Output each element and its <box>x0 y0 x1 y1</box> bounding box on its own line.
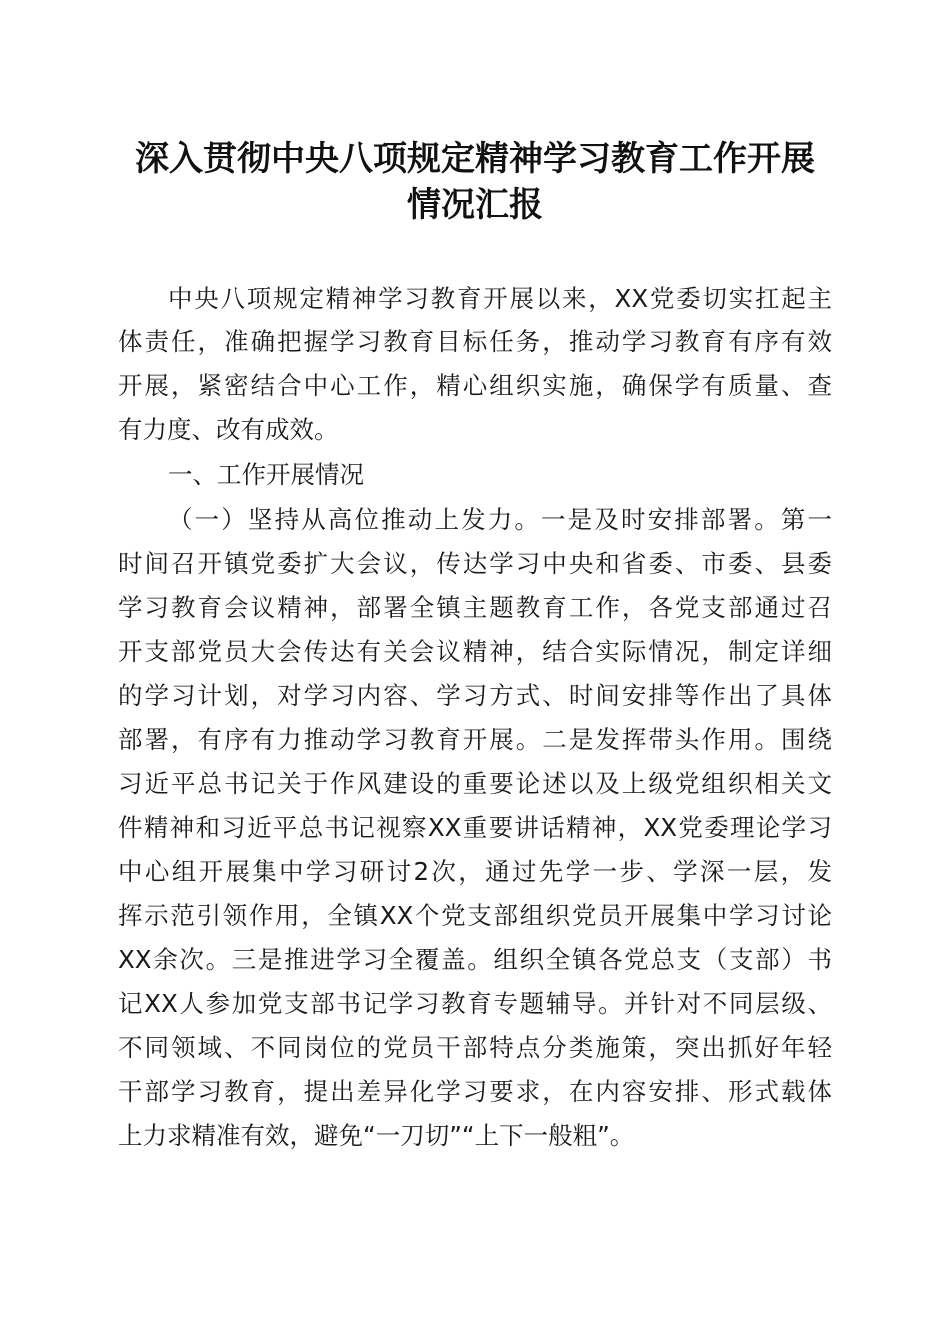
paragraph-line: （一）坚持从高位推动上发力。一是及时安排部署。第一 <box>168 505 832 534</box>
paragraph-line: 开展，紧密结合中心工作，精心组织实施，确保学有质量、查 <box>118 371 832 400</box>
paragraph-line: 记XX人参加党支部书记学习教育专题辅导。并针对不同层级、 <box>118 989 832 1018</box>
paragraph-line: 时间召开镇党委扩大会议，传达学习中央和省委、市委、县委 <box>118 549 832 578</box>
paragraph-line: 有力度、改有成效。 <box>118 415 339 444</box>
paragraph-line: 件精神和习近平总书记视察XX重要讲话精神，XX党委理论学习 <box>118 813 832 842</box>
paragraph-line: 挥示范引领作用，全镇XX个党支部组织党员开展集中学习讨论 <box>118 901 832 930</box>
paragraph-line: 中央八项规定精神学习教育开展以来，XX党委切实扛起主 <box>168 284 832 313</box>
paragraph-line: 体责任，准确把握学习教育目标任务，推动学习教育有序有效 <box>118 327 832 356</box>
paragraph-line: 学习教育会议精神，部署全镇主题教育工作，各党支部通过召 <box>118 593 832 622</box>
paragraph-line: 的学习计划，对学习内容、学习方式、时间安排等作出了具体 <box>118 681 832 710</box>
section-heading: 一、工作开展情况 <box>168 460 364 489</box>
document-title-line-2: 情况汇报 <box>407 185 543 225</box>
paragraph-line: 中心组开展集中学习研讨2次，通过先学一步、学深一层，发 <box>118 857 832 886</box>
paragraph-line: 上力求精准有效，避免“一刀切”“上下一般粗”。 <box>118 1121 635 1150</box>
paragraph-line: 干部学习教育，提出差异化学习要求，在内容安排、形式载体 <box>118 1077 832 1106</box>
paragraph-line: XX余次。三是推进学习全覆盖。组织全镇各党总支（支部）书 <box>118 945 832 974</box>
paragraph-line: 不同领域、不同岗位的党员干部特点分类施策，突出抓好年轻 <box>118 1033 832 1062</box>
paragraph-line: 开支部党员大会传达有关会议精神，结合实际情况，制定详细 <box>118 637 832 666</box>
paragraph-line: 习近平总书记关于作风建设的重要论述以及上级党组织相关文 <box>118 769 832 798</box>
paragraph-line: 部署，有序有力推动学习教育开展。二是发挥带头作用。围绕 <box>118 725 832 754</box>
document-title-line-1: 深入贯彻中央八项规定精神学习教育工作开展 <box>135 139 815 179</box>
